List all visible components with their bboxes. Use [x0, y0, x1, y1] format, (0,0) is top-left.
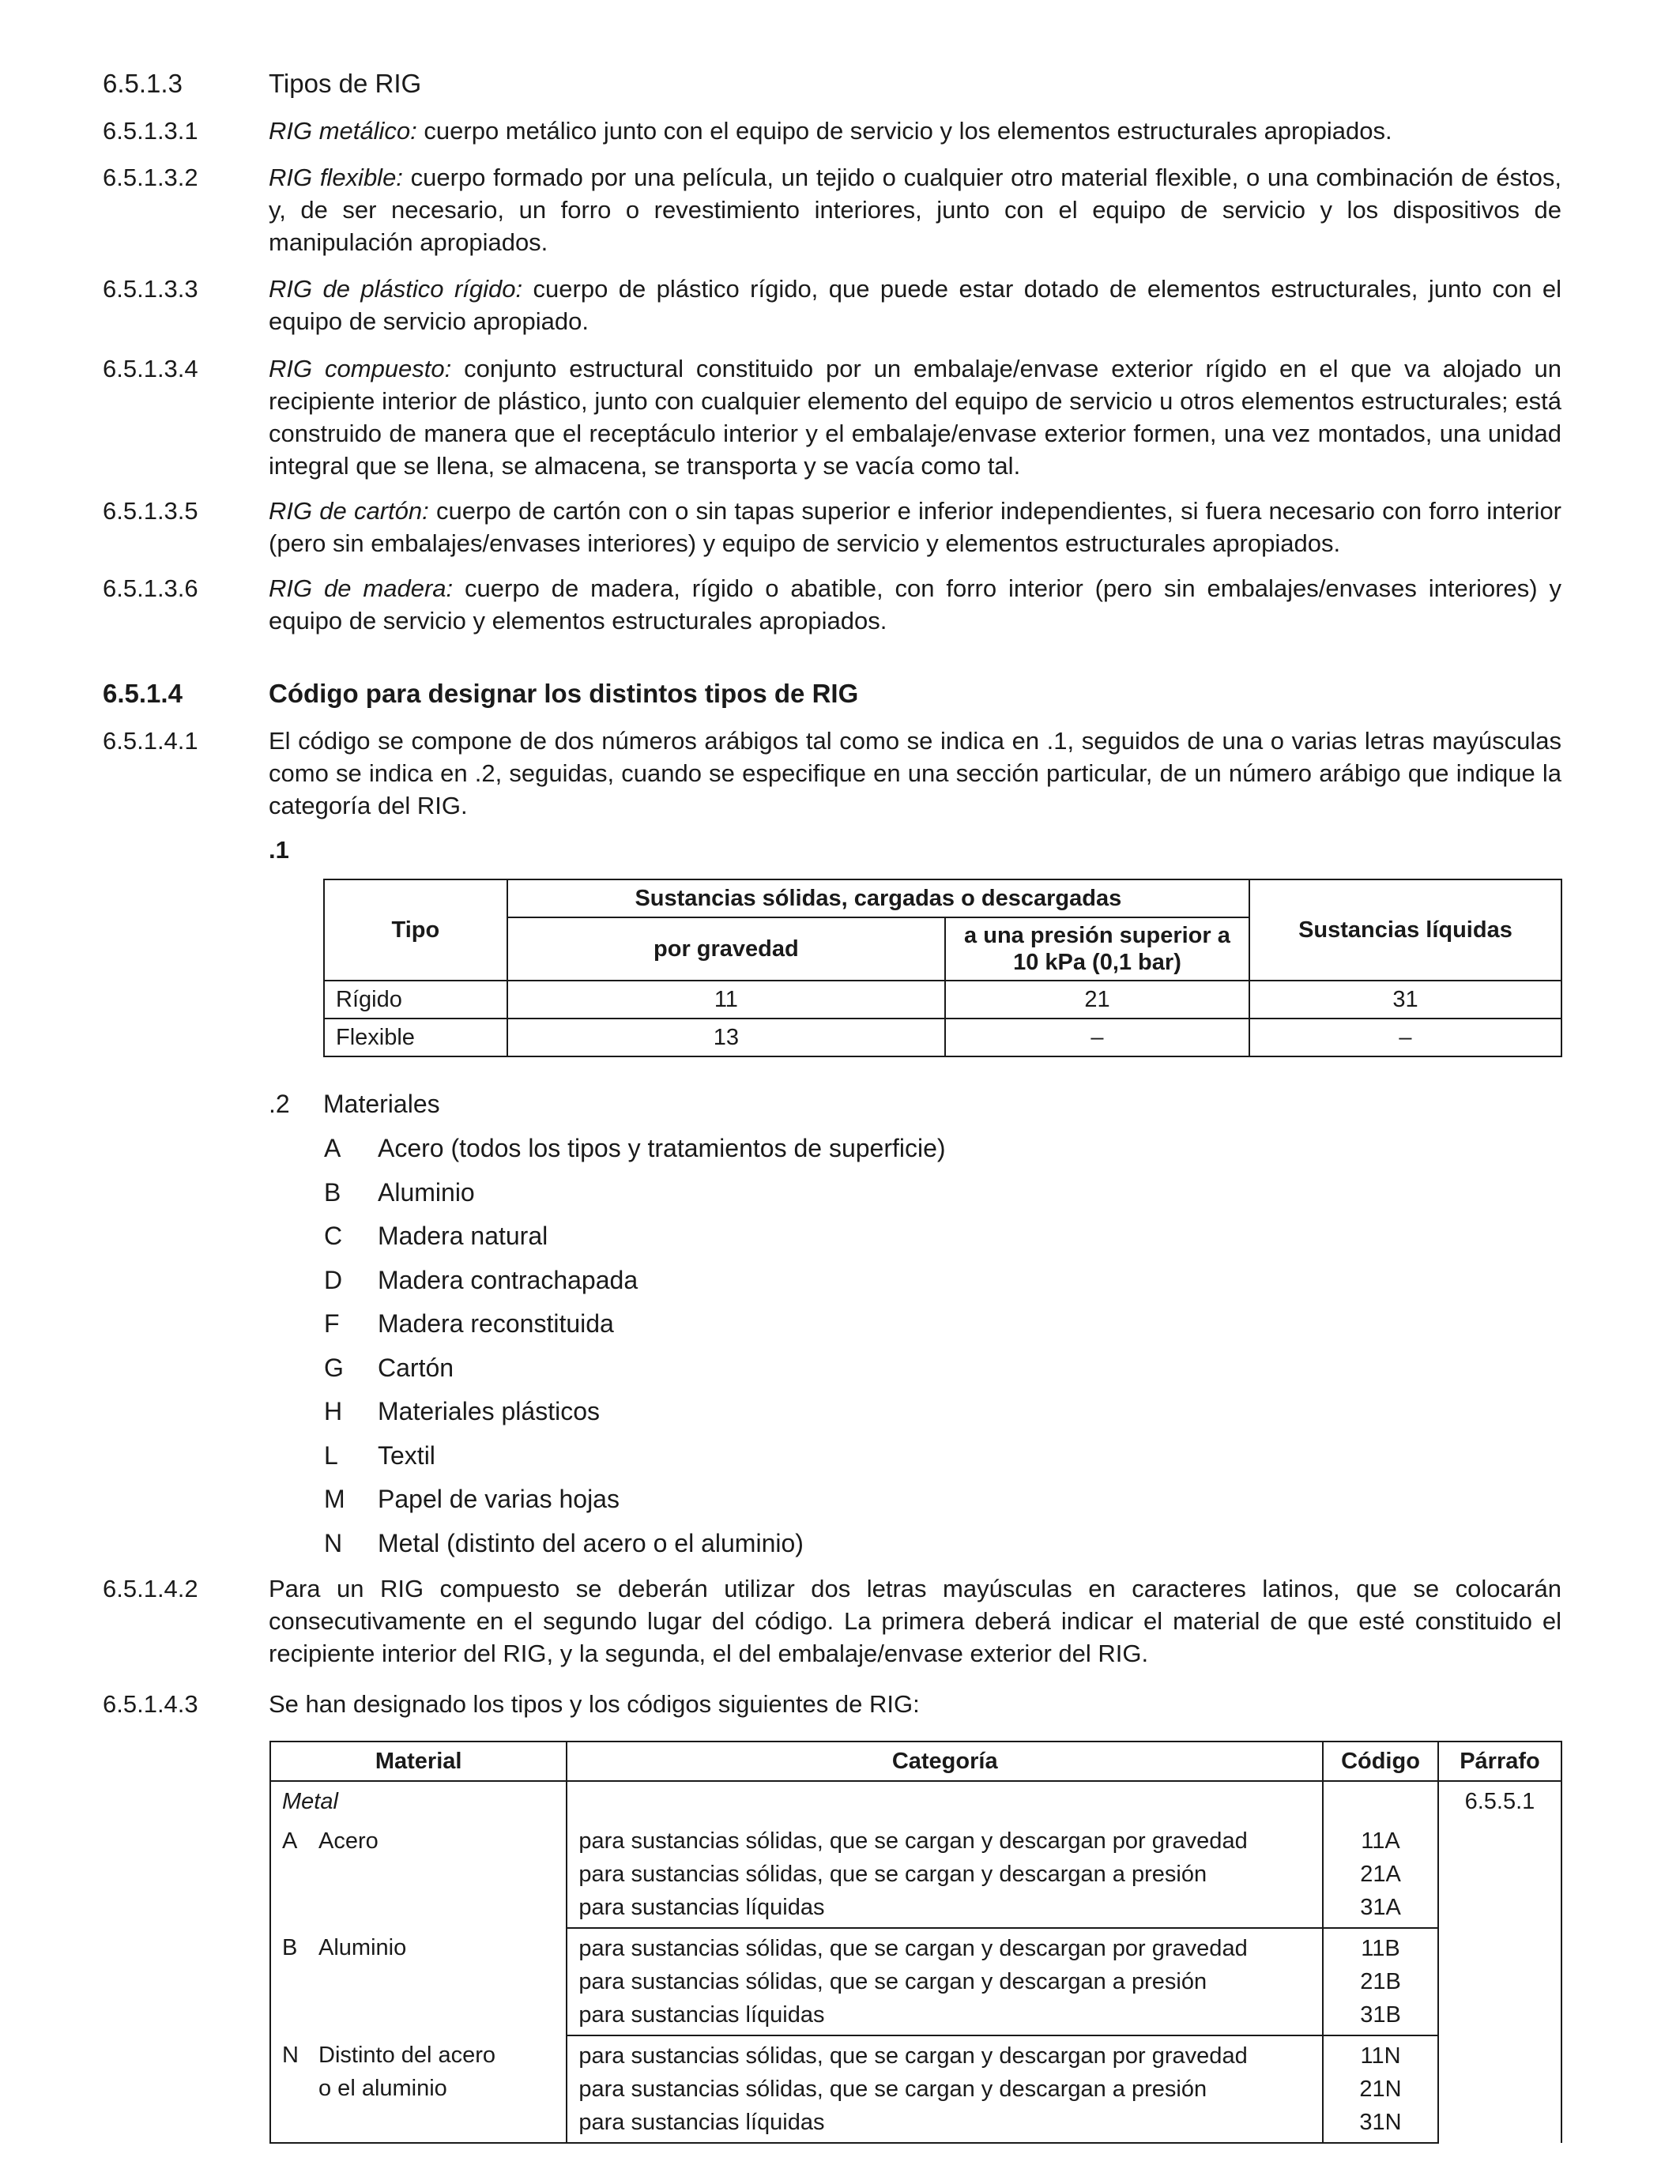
category-gravedad: para sustancias sólidas, que se cargan y descargan por gravedad: [578, 1828, 1248, 1854]
header-categoria: Categoría: [567, 1742, 1323, 1781]
category-presion: para sustancias sólidas, que se cargan y descargan a presión: [578, 1969, 1207, 1994]
paragraph-text: [269, 115, 1561, 147]
code-value: 31A: [1360, 1895, 1401, 1920]
code-value: 31B: [1360, 2002, 1401, 2028]
cell-tipo: Rígido: [324, 981, 507, 1019]
type-code-table: [323, 879, 1562, 1057]
category-presion: para sustancias sólidas, que se cargan y descargan a presión: [578, 2077, 1207, 2102]
material-name: Aluminio: [318, 1935, 407, 1960]
paragraph-number: 6.5.1.4.3: [103, 1690, 198, 1718]
code-value: 11B: [1361, 1936, 1400, 1961]
code-value: 11N: [1360, 2043, 1401, 2069]
paragraph-number: 6.5.1.3.1: [103, 117, 198, 145]
term: RIG metálico:: [269, 117, 417, 145]
category-cell: [567, 1781, 1323, 1821]
paragraph-text: Para un RIG compuesto se deberán utilizar dos letras mayúsculas en caracteres latinos, que se colocarán consecutivamente en el segundo lugar del código. La primera deberá indicar el material de que esté constituido el recipiente interior del RIG, y la segunda, el del embalaje/envase exterior del RIG.: [269, 1575, 1561, 1667]
code-value: 21N: [1359, 2077, 1402, 2102]
material-name: Materiales plásticos: [378, 1397, 600, 1425]
material-name: Acero: [318, 1828, 379, 1854]
material-code: A: [324, 1134, 341, 1162]
material-code: B: [324, 1178, 341, 1207]
paragraph-number: 6.5.1.4.2: [103, 1575, 198, 1602]
cell-presion: 21: [945, 981, 1249, 1019]
header-presion: a una presión superior a 10 kPa (0,1 bar): [945, 917, 1249, 981]
section-title: Código para designar los distintos tipos de RIG: [269, 679, 859, 708]
term: RIG de plástico rígido:: [269, 275, 523, 303]
paragraph-number: 6.5.1.3.2: [103, 164, 198, 191]
category-liquidas: para sustancias líquidas: [578, 1895, 825, 1920]
parrafo-cell: 6.5.5.1: [1438, 1781, 1561, 2143]
table-row: [324, 981, 1561, 1019]
section-number: 6.5.1.4: [103, 679, 183, 708]
category-cell: [567, 1821, 1323, 1928]
code-value: 31N: [1359, 2110, 1402, 2135]
paragraph-number: 6.5.1.3.5: [103, 497, 198, 525]
table-row: [324, 1019, 1561, 1056]
paragraph-text: [269, 273, 1561, 337]
header-material: Material: [270, 1742, 567, 1781]
material-name: Madera natural: [378, 1222, 548, 1250]
material-group: [270, 1781, 567, 1821]
header-parrafo: Párrafo: [1438, 1742, 1561, 1781]
code-value: 11A: [1361, 1828, 1400, 1854]
material-name: Madera contrachapada: [378, 1266, 638, 1294]
material-cell: [270, 2035, 567, 2143]
paragraph-text: Se han designado los tipos y los códigos siguientes de RIG:: [269, 1690, 920, 1718]
material-cell: [270, 1928, 567, 2035]
category-liquidas: para sustancias líquidas: [578, 2110, 825, 2135]
header-liquidas: Sustancias líquidas: [1249, 879, 1561, 981]
section-title: Tipos de RIG: [269, 69, 422, 98]
material-code: F: [324, 1309, 340, 1338]
header-gravedad: por gravedad: [507, 917, 945, 981]
paragraph-text: [269, 572, 1561, 637]
material-name: Metal (distinto del acero o el aluminio): [378, 1529, 804, 1557]
subsection-number: .1: [269, 836, 289, 864]
table-row: [270, 1821, 1561, 1928]
header-codigo: Código: [1323, 1742, 1438, 1781]
material-name: Cartón: [378, 1354, 454, 1382]
material-letter: N: [282, 2043, 299, 2068]
material-cell: [270, 1821, 567, 1928]
table-row: [270, 1928, 1561, 2035]
header-solidas: Sustancias sólidas, cargadas o descargadas: [507, 879, 1249, 917]
material-code: N: [324, 1529, 343, 1557]
code-cell: [1323, 2035, 1438, 2143]
paragraph-number: 6.5.1.4.1: [103, 727, 198, 755]
material-name: Distinto del acero: [318, 2043, 496, 2068]
table-row: [270, 2035, 1561, 2143]
definition: cuerpo de madera, rígido o abatible, con forro interior (pero sin embalajes/envases interiores) y equipo de servicio y elementos estructurales apropiados.: [269, 574, 1561, 634]
cell-presion: –: [945, 1019, 1249, 1056]
category-gravedad: para sustancias sólidas, que se cargan y descargan por gravedad: [578, 1936, 1248, 1961]
material-name: Acero (todos los tipos y tratamientos de superficie): [378, 1134, 946, 1162]
definition: cuerpo metálico junto con el equipo de servicio y los elementos estructurales apropiados.: [416, 117, 1392, 145]
category-cell: [567, 1928, 1323, 2035]
header-tipo: Tipo: [324, 879, 507, 981]
material-name-cont: o el aluminio: [318, 2076, 447, 2101]
paragraph-number: 6.5.1.3.6: [103, 574, 198, 602]
cell-liquidas: –: [1249, 1019, 1561, 1056]
definition: cuerpo de cartón con o sin tapas superior e inferior independientes, si fuera necesario con forro interior (pero sin embalajes/envases interiores) y equipo de servicio y elementos estructurales apropiados.: [269, 497, 1562, 557]
cell-gravedad: 13: [507, 1019, 945, 1056]
paragraph-number: 6.5.1.3.4: [103, 355, 198, 382]
code-cell: [1323, 1781, 1438, 1821]
code-value: 21A: [1360, 1862, 1401, 1887]
paragraph-text: [269, 495, 1561, 559]
group-label: Metal: [282, 1789, 338, 1814]
material-letter: B: [282, 1935, 298, 1960]
category-presion: para sustancias sólidas, que se cargan y descargan a presión: [578, 1862, 1207, 1887]
code-cell: [1323, 1928, 1438, 2035]
category-gravedad: para sustancias sólidas, que se cargan y descargan por gravedad: [578, 2043, 1248, 2069]
cell-gravedad: 11: [507, 981, 945, 1019]
definition: conjunto estructural constituido por un embalaje/envase exterior rígido en el que va alojado un recipiente interior de plástico, junto con cualquier elemento del equipo de servicio u otros elementos estructurales; está construido de manera que el receptáculo interior y el embalaje/envase exterior formen, una vez montados, una unidad integral que se llena, se almacena, se transporta y se vacía como tal.: [269, 355, 1561, 480]
category-cell: [567, 2035, 1323, 2143]
paragraph-number: 6.5.1.3.3: [103, 275, 198, 303]
material-name: Papel de varias hojas: [378, 1485, 620, 1513]
code-value: 21B: [1360, 1969, 1401, 1994]
term: RIG de cartón:: [269, 497, 429, 525]
material-code: M: [324, 1485, 345, 1513]
definition: cuerpo formado por una película, un tejido o cualquier otro material flexible, o una combinación de éstos, y, de ser necesario, un forro o revestimiento interiores, junto con el equipo de servicio y los dispositivos de manipulación apropiados.: [269, 164, 1561, 256]
term: RIG compuesto:: [269, 355, 452, 382]
material-code: C: [324, 1222, 343, 1250]
cell-liquidas: 31: [1249, 981, 1561, 1019]
section-number: 6.5.1.3: [103, 69, 183, 98]
cell-tipo: Flexible: [324, 1019, 507, 1056]
code-cell: [1323, 1821, 1438, 1928]
category-liquidas: para sustancias líquidas: [578, 2002, 825, 2028]
term: RIG flexible:: [269, 164, 403, 191]
material-letter: A: [282, 1828, 298, 1854]
material-code: G: [324, 1354, 344, 1382]
table-row: [270, 1781, 1561, 1821]
material-code: D: [324, 1266, 343, 1294]
rig-codes-table: [269, 1741, 1562, 2144]
paragraph-text: [269, 161, 1561, 258]
material-code: H: [324, 1397, 343, 1425]
material-name: Textil: [378, 1441, 435, 1470]
term: RIG de madera:: [269, 574, 454, 602]
material-name: Madera reconstituida: [378, 1309, 614, 1338]
paragraph-text: [269, 352, 1561, 482]
subsection-2-number: .2: [269, 1090, 290, 1118]
paragraph-text: El código se compone de dos números arábigos tal como se indica en .1, seguidos de una o varias letras mayúsculas como se indica en .2, seguidas, cuando se especifique en una sección particular, de un número arábigo que indique la categoría del RIG.: [269, 727, 1561, 819]
definition: cuerpo de plástico rígido, que puede estar dotado de elementos estructurales, junto con el equipo de servicio apropiado.: [269, 275, 1561, 335]
material-name: Aluminio: [378, 1178, 475, 1207]
material-code: L: [324, 1441, 338, 1470]
subsection-2-title: Materiales: [323, 1090, 440, 1118]
